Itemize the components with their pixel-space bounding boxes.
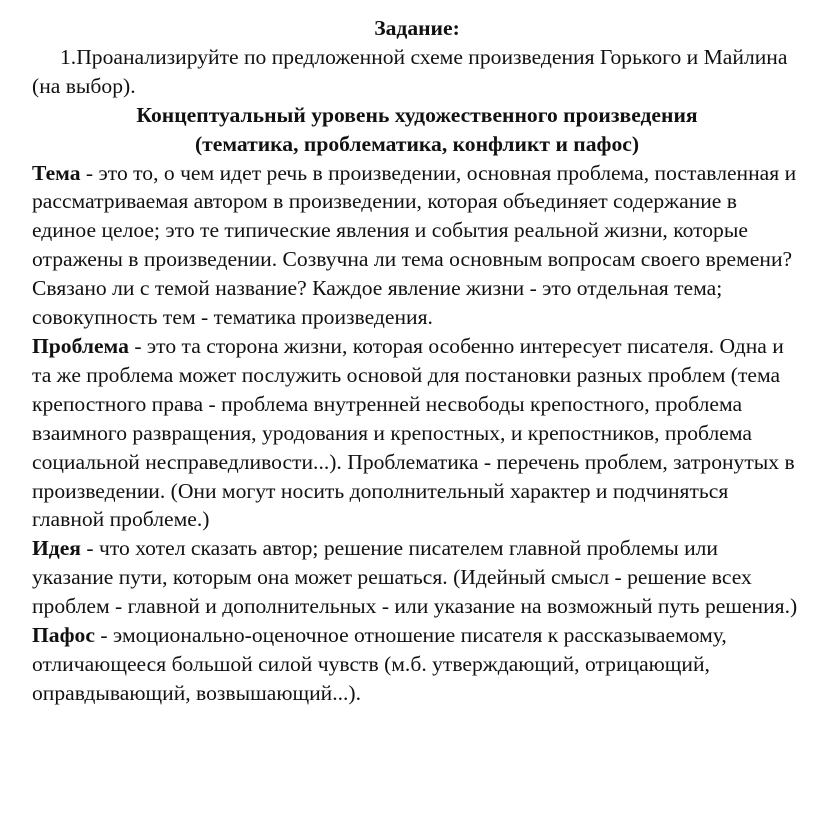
section-title-line1: Концептуальный уровень художественного произведения: [136, 102, 698, 127]
definition-text: - что хотел сказать автор; решение писателем главной проблемы или указание пути, которым она может решаться. (Идейный смысл - решение всех проблем - главной и дополнительных - или указание на возможный путь решения.): [32, 536, 798, 619]
definition-paragraph: [32, 621, 802, 708]
definition-paragraph: [32, 534, 802, 621]
definition-text: - это та сторона жизни, которая особенно интересует писателя. Одна и та же проблема может послужить основой для постановки разных проблем (тема крепостного права - проблема внутренней несвободы крепостного, проблема взаимного развращения, уродования и крепостных, и крепостников, проблема социальной несправедливости...). Проблематика - перечень проблем, затронутых в произведении. (Они могут носить дополнительный характер и подчиняться главной проблеме.): [32, 333, 795, 532]
definition-text: - эмоционально-оценочное отношение писателя к рассказываемому, отличающееся большой силой чувств (м.б. утверждающий, отрицающий, оправдывающий, возвышающий...).: [32, 623, 727, 705]
task-heading: Задание:: [374, 16, 460, 40]
definition-term: Проблема: [32, 333, 129, 358]
definition-term: Идея: [32, 536, 81, 561]
task-text: 1.Проанализируйте по предложенной схеме произведения Горького и Майлина (на выбор).: [32, 44, 788, 98]
definition-term: Тема: [32, 160, 81, 185]
definition-paragraph: [32, 159, 802, 332]
definition-term: Пафос: [32, 623, 95, 648]
definition-paragraph: [32, 332, 802, 534]
section-title-line2: (тематика, проблематика, конфликт и пафос): [194, 131, 640, 156]
document-page: [32, 14, 802, 708]
definition-text: - это то, о чем идет речь в произведении, основная проблема, поставленная и рассматриваемая автором в произведении, которая объединяет содержание в единое целое; это те типические явления и события реальной жизни, которые отражены в произведении. Созвучна ли тема основным вопросам своего времени? Связано ли с темой название? Каждое явление жизни - это отдельная тема; совокупность тем - тематика произведения.: [32, 160, 797, 330]
